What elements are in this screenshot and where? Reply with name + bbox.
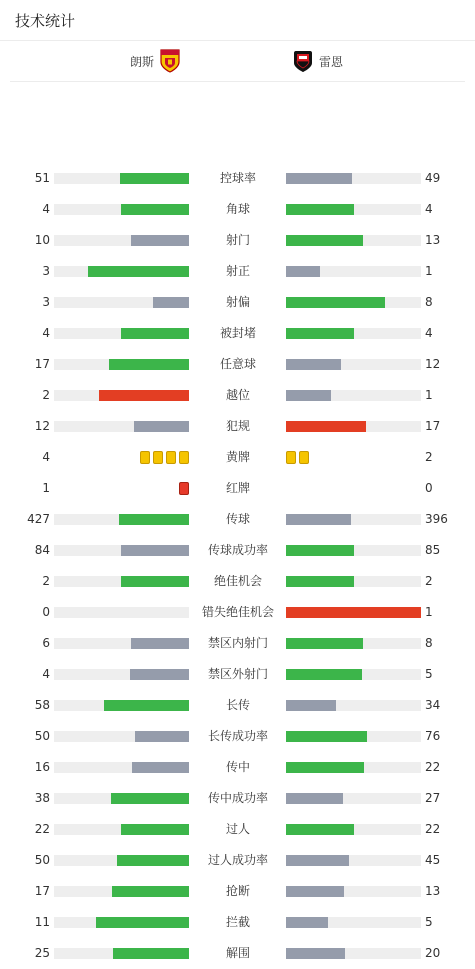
yellow-card-icon — [179, 451, 189, 464]
away-stat-bar-track — [286, 390, 421, 401]
stat-row — [0, 163, 475, 194]
home-stat-bar-track — [54, 359, 189, 370]
stat-label: 错失绝佳机会 — [201, 605, 274, 619]
home-stat-value: 3 — [42, 264, 50, 278]
away-stat-value: 5 — [425, 915, 433, 929]
away-stat-value: 17 — [425, 419, 441, 433]
away-team[interactable] — [293, 41, 349, 81]
yellow-card-icon — [299, 451, 309, 464]
home-stat-bar-track — [54, 173, 189, 184]
stat-label: 红牌 — [225, 481, 250, 495]
home-stat-value: 38 — [34, 791, 50, 805]
away-stat-value: 0 — [425, 481, 433, 495]
away-stat-bar-track — [286, 421, 421, 432]
stat-row — [0, 380, 475, 411]
yellow-card-icon — [166, 451, 176, 464]
away-stat-value: 1 — [425, 264, 433, 278]
home-stat-bar-track — [54, 297, 189, 308]
home-stat-value: 11 — [34, 915, 50, 929]
away-stat-bar-fill — [286, 824, 354, 835]
stat-label: 传球 — [225, 512, 250, 526]
away-stat-value: 20 — [425, 946, 441, 960]
stat-label: 长传成功率 — [207, 729, 268, 743]
away-stat-value: 5 — [425, 667, 433, 681]
stat-label: 黄牌 — [225, 450, 250, 464]
away-stat-bar-fill — [286, 390, 331, 401]
home-stat-value: 2 — [42, 388, 50, 402]
home-stat-bar-track — [54, 328, 189, 339]
home-stat-bar-fill — [131, 638, 189, 649]
away-stat-value: 2 — [425, 450, 433, 464]
lens-crest-icon — [160, 49, 180, 73]
away-stat-bar-track — [286, 328, 421, 339]
yellow-card-icon — [153, 451, 163, 464]
stat-label: 犯规 — [225, 419, 250, 433]
home-stat-bar-track — [54, 421, 189, 432]
away-stat-bar-track — [286, 204, 421, 215]
away-stat-bar-track — [286, 731, 421, 742]
stat-label: 角球 — [225, 202, 250, 216]
away-stat-value: 34 — [425, 698, 441, 712]
home-stat-bar-fill — [131, 235, 189, 246]
stat-row — [0, 504, 475, 535]
away-stat-bar-track — [286, 235, 421, 246]
away-stat-bar-fill — [286, 297, 385, 308]
stat-row — [0, 318, 475, 349]
stat-row — [0, 938, 475, 969]
home-stat-bar-fill — [121, 545, 189, 556]
home-stat-bar-fill — [88, 266, 189, 277]
rennes-crest-icon — [293, 49, 313, 73]
away-stat-bar-fill — [286, 576, 354, 587]
stat-row — [0, 659, 475, 690]
home-stat-value: 6 — [42, 636, 50, 650]
away-stat-bar-track — [286, 359, 421, 370]
stat-row — [0, 845, 475, 876]
stat-row — [0, 783, 475, 814]
stat-row — [0, 566, 475, 597]
home-stat-bar-track — [54, 235, 189, 246]
home-stat-bar-fill — [132, 762, 189, 773]
red-card-icon — [179, 482, 189, 495]
home-stat-bar-track — [54, 731, 189, 742]
away-stat-bar-track — [286, 669, 421, 680]
stat-label: 被封堵 — [219, 326, 256, 340]
stat-label: 长传 — [225, 698, 250, 712]
away-stat-bar-fill — [286, 731, 367, 742]
home-stat-bar-fill — [134, 421, 189, 432]
away-stat-bar-fill — [286, 700, 336, 711]
stat-label: 绝佳机会 — [213, 574, 262, 588]
stat-label: 过人 — [225, 822, 250, 836]
home-stat-bar-track — [54, 855, 189, 866]
away-stat-bar-fill — [286, 917, 328, 928]
away-stat-bar-fill — [286, 855, 349, 866]
stat-row — [0, 690, 475, 721]
away-stat-value: 2 — [425, 574, 433, 588]
home-stat-bar-track — [54, 824, 189, 835]
home-stat-bar-track — [54, 762, 189, 773]
home-stat-bar-track — [54, 514, 189, 525]
stat-label: 控球率 — [219, 171, 256, 185]
away-stat-bar-fill — [286, 328, 354, 339]
home-stat-bar-track — [54, 390, 189, 401]
home-stat-value: 10 — [34, 233, 50, 247]
away-stat-value: 396 — [425, 512, 448, 526]
away-stat-value: 4 — [425, 202, 433, 216]
away-stat-value: 22 — [425, 760, 441, 774]
home-stat-bar-fill — [120, 173, 189, 184]
home-stat-bar-track — [54, 204, 189, 215]
away-stat-bar-fill — [286, 793, 343, 804]
home-stat-bar-track — [54, 917, 189, 928]
home-stat-value: 427 — [27, 512, 50, 526]
home-stat-value: 0 — [42, 605, 50, 619]
away-team-name: 雷恩 — [319, 54, 344, 69]
away-stat-bar-track — [286, 855, 421, 866]
home-stat-bar-track — [54, 576, 189, 587]
home-red-cards — [179, 482, 189, 495]
away-stat-bar-track — [286, 700, 421, 711]
home-stat-bar-track — [54, 266, 189, 277]
away-stat-bar-track — [286, 514, 421, 525]
away-stat-bar-fill — [286, 762, 364, 773]
stat-row — [0, 535, 475, 566]
away-stat-bar-fill — [286, 948, 345, 959]
stat-label: 传中 — [225, 760, 250, 774]
stat-row — [0, 256, 475, 287]
stat-row — [0, 225, 475, 256]
away-stat-bar-fill — [286, 266, 320, 277]
stat-row — [0, 752, 475, 783]
home-stat-value: 12 — [34, 419, 50, 433]
stat-label: 射正 — [225, 264, 250, 278]
page-title: 技术统计 — [15, 11, 76, 30]
away-stat-value: 76 — [425, 729, 441, 743]
away-stat-value: 8 — [425, 636, 433, 650]
away-stat-bar-fill — [286, 669, 362, 680]
home-stat-bar-fill — [135, 731, 189, 742]
home-stat-bar-track — [54, 638, 189, 649]
stat-label: 拦截 — [225, 915, 250, 929]
yellow-card-icon — [286, 451, 296, 464]
home-stat-bar-fill — [104, 700, 189, 711]
home-stat-value: 50 — [34, 729, 50, 743]
home-stat-bar-track — [54, 607, 189, 618]
stat-label: 传中成功率 — [207, 791, 268, 805]
home-stat-bar-fill — [117, 855, 189, 866]
home-stat-bar-fill — [121, 328, 189, 339]
away-stat-bar-fill — [286, 204, 354, 215]
home-team-name: 朗斯 — [129, 54, 154, 69]
home-stat-value: 58 — [34, 698, 50, 712]
stat-row — [0, 287, 475, 318]
stat-label: 禁区外射门 — [207, 667, 268, 681]
home-stat-bar-fill — [119, 514, 189, 525]
home-stat-value: 16 — [34, 760, 50, 774]
home-stat-value: 50 — [34, 853, 50, 867]
away-stat-bar-track — [286, 824, 421, 835]
away-stat-bar-track — [286, 917, 421, 928]
away-stat-bar-track — [286, 607, 421, 618]
away-stat-bar-track — [286, 638, 421, 649]
away-stat-value: 13 — [425, 884, 441, 898]
home-stat-bar-track — [54, 700, 189, 711]
team-header-row — [10, 41, 465, 82]
stat-row — [0, 876, 475, 907]
stat-label: 任意球 — [219, 357, 256, 371]
stat-row — [0, 628, 475, 659]
away-stat-bar-fill — [286, 638, 363, 649]
home-stat-bar-fill — [113, 948, 189, 959]
away-stat-value: 49 — [425, 171, 441, 185]
away-stat-value: 4 — [425, 326, 433, 340]
home-stat-bar-fill — [121, 576, 189, 587]
stat-row — [0, 473, 475, 504]
home-stat-value: 4 — [42, 326, 50, 340]
home-stat-value: 51 — [34, 171, 50, 185]
away-stat-bar-fill — [286, 235, 363, 246]
away-stat-bar-fill — [286, 607, 421, 618]
home-stat-value: 17 — [34, 357, 50, 371]
home-stat-value: 3 — [42, 295, 50, 309]
stat-row — [0, 907, 475, 938]
home-stat-value: 84 — [34, 543, 50, 557]
away-stat-value: 22 — [425, 822, 441, 836]
stat-label: 抢断 — [225, 884, 250, 898]
away-stat-value: 45 — [425, 853, 441, 867]
home-stat-bar-fill — [121, 204, 189, 215]
home-stat-bar-track — [54, 669, 189, 680]
stat-label: 过人成功率 — [207, 853, 268, 867]
away-stat-bar-track — [286, 793, 421, 804]
stat-label: 传球成功率 — [207, 543, 268, 557]
away-stat-bar-track — [286, 297, 421, 308]
away-stat-value: 1 — [425, 388, 433, 402]
home-stat-value: 2 — [42, 574, 50, 588]
home-stat-value: 22 — [34, 822, 50, 836]
away-stat-bar-fill — [286, 359, 341, 370]
stat-label: 射门 — [225, 233, 250, 247]
away-stat-value: 85 — [425, 543, 441, 557]
home-team[interactable] — [124, 41, 180, 81]
away-stat-bar-fill — [286, 545, 354, 556]
stat-label: 射偏 — [225, 295, 250, 309]
away-stat-bar-track — [286, 266, 421, 277]
stat-row — [0, 597, 475, 628]
away-stat-value: 12 — [425, 357, 441, 371]
stat-row — [0, 721, 475, 752]
home-stat-bar-fill — [96, 917, 189, 928]
stat-row — [0, 411, 475, 442]
home-stat-bar-fill — [130, 669, 189, 680]
away-stat-bar-fill — [286, 514, 351, 525]
away-yellow-cards — [286, 451, 309, 464]
stat-label: 禁区内射门 — [207, 636, 268, 650]
home-stat-bar-track — [54, 545, 189, 556]
stat-row — [0, 349, 475, 380]
home-stat-bar-track — [54, 948, 189, 959]
away-stat-bar-track — [286, 948, 421, 959]
away-stat-value: 1 — [425, 605, 433, 619]
home-stat-value: 4 — [42, 667, 50, 681]
home-stat-value: 4 — [42, 450, 50, 464]
away-stat-bar-track — [286, 173, 421, 184]
home-stat-bar-fill — [99, 390, 189, 401]
stat-row — [0, 442, 475, 473]
home-stat-value: 17 — [34, 884, 50, 898]
home-stat-bar-fill — [121, 824, 189, 835]
home-stat-bar-fill — [111, 793, 189, 804]
away-stat-bar-fill — [286, 173, 352, 184]
home-stat-value: 4 — [42, 202, 50, 216]
stat-row — [0, 814, 475, 845]
away-stat-value: 27 — [425, 791, 441, 805]
stat-label: 解围 — [225, 946, 250, 960]
stat-row — [0, 194, 475, 225]
home-stat-value: 1 — [42, 481, 50, 495]
away-stat-value: 8 — [425, 295, 433, 309]
away-stat-value: 13 — [425, 233, 441, 247]
home-stat-value: 25 — [34, 946, 50, 960]
away-stat-bar-track — [286, 762, 421, 773]
home-yellow-cards — [140, 451, 189, 464]
home-stat-bar-fill — [109, 359, 189, 370]
away-stat-bar-track — [286, 545, 421, 556]
home-stat-bar-track — [54, 793, 189, 804]
stat-label: 越位 — [225, 388, 250, 402]
away-stat-bar-fill — [286, 421, 366, 432]
home-stat-bar-fill — [153, 297, 189, 308]
away-stat-bar-track — [286, 576, 421, 587]
yellow-card-icon — [140, 451, 150, 464]
stats-header — [0, 0, 475, 41]
